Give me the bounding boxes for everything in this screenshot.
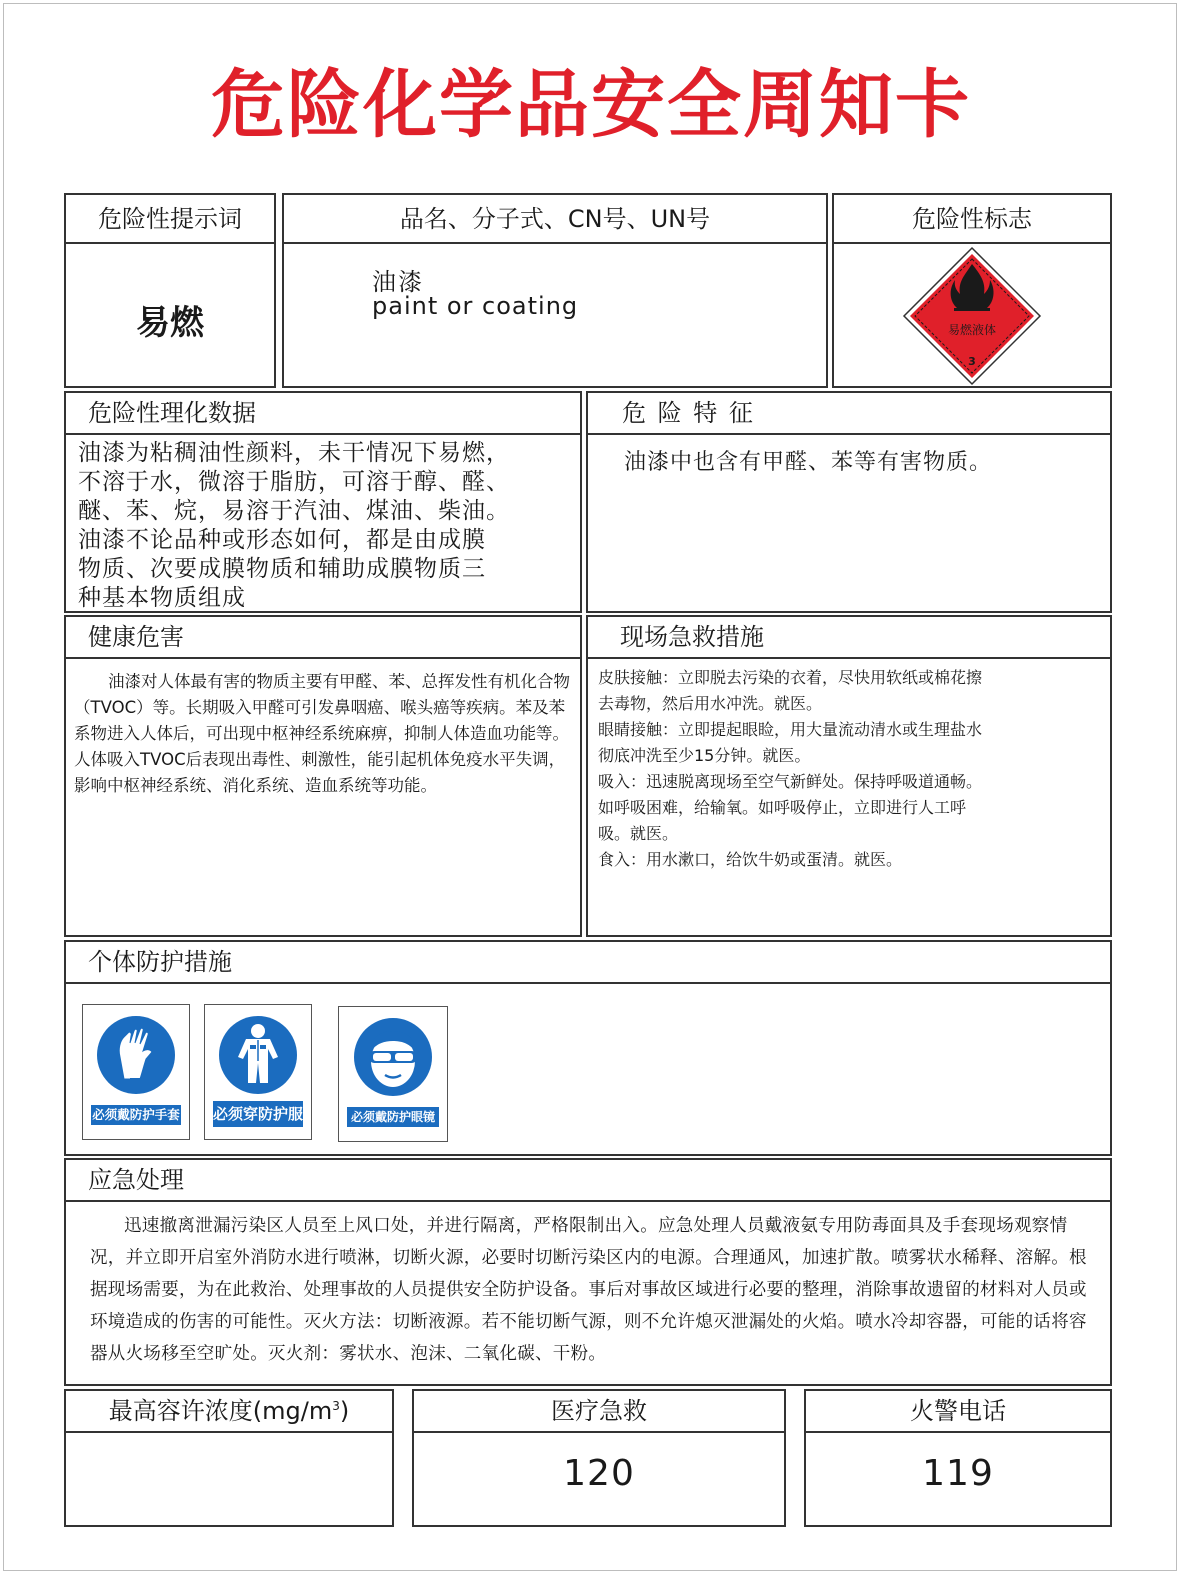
- first-aid-text: 皮肤接触：立即脱去污染的衣着，尽快用软纸或棉花擦 去毒物，然后用水冲洗。就医。 眼睛接触：立即提起眼睑，用大量流动清水或生理盐水 彻底冲洗至少15分钟。就医。 吸入：迅速脱离现场至空气新鲜处。保持呼吸道通畅。 如呼吸困难，给输氧。如呼吸停止，立即进行人工呼 吸。就医。 食入：用水漱口，给饮牛奶或蛋清。就医。: [598, 668, 983, 869]
- product-name-en: paint or coating: [372, 292, 579, 320]
- hazard-word-box: [64, 193, 276, 388]
- hazard-feature-box: [586, 391, 1112, 613]
- ppe-sign-suit: [204, 1004, 312, 1140]
- medical-box: [412, 1389, 786, 1527]
- hazard-sign-box: [832, 193, 1112, 388]
- health-box: [64, 615, 582, 937]
- health-body: [66, 659, 580, 935]
- ppe-label-goggles: 必须戴防护眼镜: [347, 1107, 439, 1127]
- max-concentration-box: [64, 1389, 394, 1527]
- medical-body: [414, 1433, 784, 1525]
- protective-suit-icon: [216, 1013, 300, 1097]
- first-aid-header: 现场急救措施: [588, 617, 1110, 659]
- ppe-label-gloves: 必须戴防护手套: [91, 1105, 181, 1125]
- ppe-sign-goggles: [338, 1006, 448, 1142]
- hazard-sign-body: [834, 244, 1110, 386]
- ppe-header: 个体防护措施: [66, 942, 1110, 984]
- hazard-feature-text: 油漆中也含有甲醛、苯等有害物质。: [624, 450, 993, 475]
- medical-number: 120: [563, 1453, 635, 1494]
- emergency-text: 迅速撤离泄漏污染区人员至上风口处，并进行隔离，严格限制出入。应急处理人员戴液氨专用防毒面具及手套现场观察情况，并立即开启室外消防水进行喷淋，切断火源，必要时切断污染区内的电源。合理通风，加速扩散。喷雾状水稀释、溶解。根据现场需要，为在此救治、处理事故的人员提供安全防护设备。事后对事故区域进行必要的整理，消除事故遗留的材料对人员或环境造成的伤害的可能性。灭火方法：切断液源。若不能切断气源，则不允许熄灭泄漏处的火焰。喷水冷却容器，可能的话将容器从火场移至空旷处。灭火剂：雾状水、泡沫、二氧化碳、干粉。: [90, 1216, 1087, 1364]
- max-concentration-header: 最高容许浓度$(mg/m^3)$: [66, 1391, 392, 1433]
- gloves-icon: [94, 1013, 178, 1097]
- hazard-feature-header: 危 险 特 征: [588, 393, 1110, 435]
- fire-body: [806, 1433, 1110, 1525]
- svg-text:易燃液体: 易燃液体: [947, 323, 997, 337]
- product-header: 品名、分子式、CN号、UN号: [284, 195, 826, 244]
- hazard-feature-body: [588, 435, 1110, 611]
- fire-box: [804, 1389, 1112, 1527]
- physchem-body: [66, 435, 580, 611]
- hazard-word-header: 危险性提示词: [66, 195, 274, 244]
- product-name-cn: 油漆: [372, 268, 424, 296]
- flammable-liquid-sign-icon: [902, 246, 1042, 386]
- ppe-sign-gloves: [82, 1004, 190, 1140]
- fire-header: 火警电话: [806, 1391, 1110, 1433]
- first-aid-box: [586, 615, 1112, 937]
- product-box: [282, 193, 828, 388]
- svg-text:3: 3: [968, 355, 976, 368]
- emergency-header: 应急处理: [66, 1160, 1110, 1202]
- physchem-text: 油漆为粘稠油性颜料，未干情况下易燃， 不溶于水，微溶于脂肪，可溶于醇、醛、 醚、苯、烷，易溶于汽油、煤油、柴油。 油漆不论品种或形态如何，都是由成膜 物质、次要成膜物质和辅助成膜物质三 种基本物质组成: [78, 440, 510, 611]
- hazard-sign-header: 危险性标志: [834, 195, 1110, 244]
- health-header: 健康危害: [66, 617, 580, 659]
- ppe-box: [64, 940, 1112, 1156]
- goggles-icon: [351, 1015, 435, 1099]
- emergency-body: [66, 1202, 1110, 1384]
- emergency-box: [64, 1158, 1112, 1386]
- first-aid-body: [588, 659, 1110, 935]
- health-text: 油漆对人体最有害的物质主要有甲醛、苯、总挥发性有机化合物（TVOC）等。长期吸入甲醛可引发鼻咽癌、喉头癌等疾病。苯及苯系物进入人体后，可出现中枢神经系统麻痹，抑制人体造血功能等。人体吸入TVOC后表现出毒性、刺激性，能引起机体免疫水平失调，影响中枢神经系统、消化系统、造血系统等功能。: [74, 672, 570, 795]
- ppe-label-suit: 必须穿防护服: [213, 1101, 303, 1127]
- hazard-word-value: 易燃: [136, 303, 204, 343]
- fire-number: 119: [922, 1453, 994, 1494]
- physchem-box: [64, 391, 582, 613]
- page-title: 危险化学品安全周知卡: [211, 62, 971, 148]
- product-body: [284, 244, 826, 386]
- physchem-header: 危险性理化数据: [66, 393, 580, 435]
- medical-header: 医疗急救: [414, 1391, 784, 1433]
- max-concentration-body: [66, 1433, 392, 1525]
